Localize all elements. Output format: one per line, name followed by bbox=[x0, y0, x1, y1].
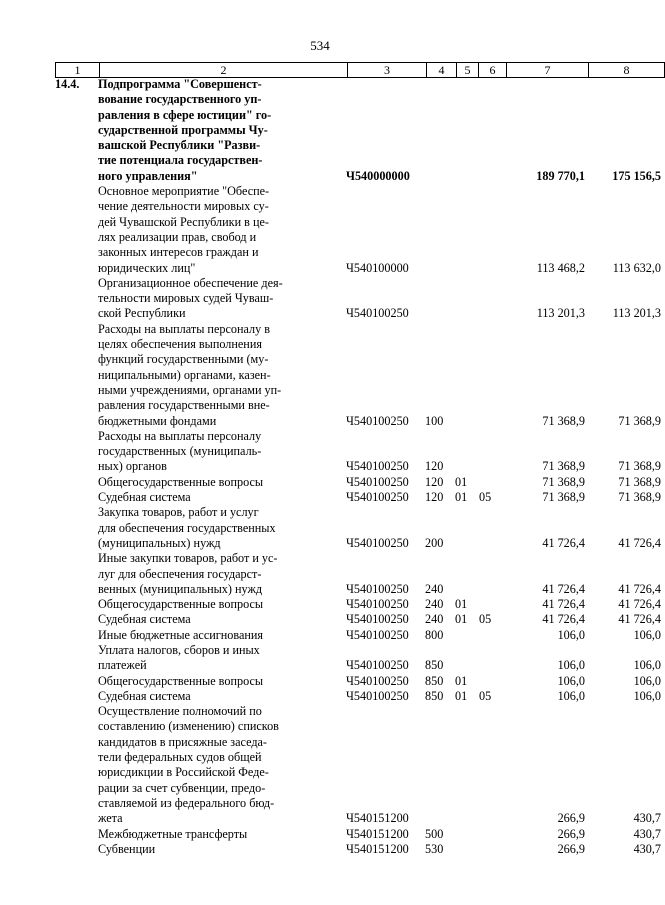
row-number bbox=[55, 276, 98, 322]
row-section: 01 bbox=[455, 490, 468, 505]
row-expense-type: 120 bbox=[425, 459, 444, 474]
row-section: 01 bbox=[455, 673, 468, 688]
row-code: Ч540151200 bbox=[346, 826, 409, 841]
row-number bbox=[55, 628, 98, 643]
row-code: Ч540100250 bbox=[346, 673, 409, 688]
row-name: Общегосударственные вопросы bbox=[98, 474, 264, 489]
row-name: Организационное обеспечение дея- тельности мировых судей Чуваш- ской Республики bbox=[98, 275, 283, 321]
row-section: 01 bbox=[455, 688, 468, 703]
row-subsection: 05 bbox=[479, 612, 492, 627]
row-name: Межбюджетные трансферты bbox=[98, 826, 248, 841]
table-row bbox=[55, 505, 665, 551]
row-number bbox=[55, 322, 98, 429]
row-code: Ч540000000 bbox=[346, 168, 410, 183]
row-value-2: 71 368,9 bbox=[618, 474, 661, 489]
table-row bbox=[55, 827, 665, 842]
table-row bbox=[55, 475, 665, 490]
table-row bbox=[55, 184, 665, 276]
row-name: Судебная система bbox=[98, 490, 191, 505]
row-code: Ч540100250 bbox=[346, 535, 409, 550]
row-expense-type: 240 bbox=[425, 612, 444, 627]
row-name: Судебная система bbox=[98, 688, 191, 703]
table-header bbox=[55, 62, 665, 78]
header-col-6: 6 bbox=[478, 63, 506, 77]
row-name: Осуществление полномочий по составлению (изменению) списков кандидатов в присяжные заседа- тели федеральных судов общей юрисдикции в Российской Феде- рации за счет субвенции, предо- ставляемой из федерального бюд- жета bbox=[98, 704, 279, 826]
row-name: Иные закупки товаров, работ и ус- луг для обеспечения государст- венных (муниципальных) нужд bbox=[98, 551, 278, 596]
row-name: Общегосударственные вопросы bbox=[98, 597, 264, 612]
row-name: Судебная система bbox=[98, 612, 191, 627]
row-number bbox=[55, 689, 98, 704]
table-row bbox=[55, 643, 665, 674]
row-number bbox=[55, 184, 98, 276]
row-value-1: 71 368,9 bbox=[542, 474, 585, 489]
row-section: 01 bbox=[455, 597, 468, 612]
row-number bbox=[55, 704, 98, 826]
header-col-4: 4 bbox=[426, 63, 456, 77]
table-row bbox=[55, 704, 665, 826]
header-col-5: 5 bbox=[456, 63, 478, 77]
row-name: Общегосударственные вопросы bbox=[98, 673, 264, 688]
row-value-1: 189 770,1 bbox=[536, 168, 585, 183]
row-expense-type: 120 bbox=[425, 474, 444, 489]
row-value-2: 430,7 bbox=[633, 826, 661, 841]
row-expense-type: 800 bbox=[425, 627, 444, 642]
row-value-2: 41 726,4 bbox=[618, 535, 661, 550]
row-code: Ч540100250 bbox=[346, 688, 409, 703]
header-col-3: 3 bbox=[347, 63, 426, 77]
row-code: Ч540151200 bbox=[346, 841, 409, 856]
row-value-2: 113 201,3 bbox=[612, 306, 661, 321]
row-value-1: 71 368,9 bbox=[542, 490, 585, 505]
row-value-2: 71 368,9 bbox=[618, 459, 661, 474]
row-number bbox=[55, 505, 98, 551]
budget-table bbox=[55, 77, 665, 857]
row-number bbox=[55, 612, 98, 627]
row-subsection: 05 bbox=[479, 490, 492, 505]
row-expense-type: 240 bbox=[425, 597, 444, 612]
row-value-1: 106,0 bbox=[557, 688, 585, 703]
row-value-2: 71 368,9 bbox=[618, 413, 661, 428]
row-number: 14.4. bbox=[55, 77, 80, 91]
row-expense-type: 500 bbox=[425, 826, 444, 841]
row-value-1: 106,0 bbox=[557, 658, 585, 673]
row-code: Ч540100250 bbox=[346, 612, 409, 627]
row-number bbox=[55, 429, 98, 475]
row-value-2: 430,7 bbox=[633, 841, 661, 856]
header-col-8: 8 bbox=[588, 63, 664, 77]
row-name: Иные бюджетные ассигнования bbox=[98, 627, 264, 642]
row-code: Ч540100250 bbox=[346, 459, 409, 474]
row-value-2: 106,0 bbox=[633, 688, 661, 703]
row-value-1: 41 726,4 bbox=[542, 535, 585, 550]
row-name: Подпрограмма "Совершенст- вование государственного уп- равления в сфере юстиции" го- сударственной программы Чу- вашской Республики "Разви- тие потенциала государствен- ного управления" bbox=[98, 77, 272, 183]
row-value-2: 430,7 bbox=[633, 811, 661, 826]
row-expense-type: 530 bbox=[425, 841, 444, 856]
row-code: Ч540100250 bbox=[346, 474, 409, 489]
table-row bbox=[55, 322, 665, 429]
row-code: Ч540100250 bbox=[346, 658, 409, 673]
table-row bbox=[55, 490, 665, 505]
row-value-1: 41 726,4 bbox=[542, 581, 585, 596]
row-name: Расходы на выплаты персоналу в целях обеспечения выполнения функций государственными (му- ниципальными) органами, казен- ными учреждениями, органами уп- равления государственными вне- бюджетными фондами bbox=[98, 321, 282, 428]
row-expense-type: 100 bbox=[425, 413, 444, 428]
row-value-1: 266,9 bbox=[557, 811, 585, 826]
row-value-1: 41 726,4 bbox=[542, 612, 585, 627]
row-code: Ч540100250 bbox=[346, 627, 409, 642]
header-col-1: 1 bbox=[74, 63, 81, 77]
row-code: Ч540100250 bbox=[346, 490, 409, 505]
row-value-2: 71 368,9 bbox=[618, 490, 661, 505]
row-value-1: 266,9 bbox=[557, 826, 585, 841]
row-section: 01 bbox=[455, 612, 468, 627]
row-number bbox=[55, 475, 98, 490]
row-name: Уплата налогов, сборов и иных платежей bbox=[98, 642, 260, 673]
table-row bbox=[55, 276, 665, 322]
row-name: Закупка товаров, работ и услуг для обеспечения государственных (муниципальных) нужд bbox=[98, 505, 276, 550]
row-value-2: 106,0 bbox=[633, 673, 661, 688]
table-row bbox=[55, 429, 665, 475]
table-row bbox=[55, 597, 665, 612]
row-expense-type: 200 bbox=[425, 535, 444, 550]
row-number bbox=[55, 490, 98, 505]
table-row bbox=[55, 842, 665, 857]
table-row bbox=[55, 674, 665, 689]
row-code: Ч540100250 bbox=[346, 306, 409, 321]
row-number bbox=[55, 597, 98, 612]
row-name: Расходы на выплаты персоналу государственных (муниципаль- ных) органов bbox=[98, 428, 262, 474]
row-value-2: 113 632,0 bbox=[612, 260, 661, 275]
row-value-1: 266,9 bbox=[557, 841, 585, 856]
row-value-2: 106,0 bbox=[633, 658, 661, 673]
row-section: 01 bbox=[455, 474, 468, 489]
row-value-1: 106,0 bbox=[557, 673, 585, 688]
table-row bbox=[55, 612, 665, 627]
row-value-2: 41 726,4 bbox=[618, 581, 661, 596]
row-number bbox=[55, 551, 98, 597]
row-value-1: 41 726,4 bbox=[542, 597, 585, 612]
row-value-1: 113 201,3 bbox=[536, 306, 585, 321]
header-col-2: 2 bbox=[99, 63, 347, 77]
row-value-2: 41 726,4 bbox=[618, 612, 661, 627]
row-name: Субвенции bbox=[98, 841, 156, 856]
page-number: 534 bbox=[310, 38, 330, 53]
row-code: Ч540100250 bbox=[346, 413, 409, 428]
table-row bbox=[55, 689, 665, 704]
row-expense-type: 850 bbox=[425, 673, 444, 688]
row-expense-type: 850 bbox=[425, 658, 444, 673]
row-value-1: 71 368,9 bbox=[542, 459, 585, 474]
row-name: Основное мероприятие "Обеспе- чение деятельности мировых су- дей Чувашской Республики в це- лях реализации прав, свобод и законных интересов граждан и юридических лиц" bbox=[98, 184, 270, 275]
row-number bbox=[55, 643, 98, 674]
row-value-2: 41 726,4 bbox=[618, 597, 661, 612]
row-expense-type: 120 bbox=[425, 490, 444, 505]
table-row bbox=[55, 551, 665, 597]
row-value-1: 71 368,9 bbox=[542, 413, 585, 428]
row-code: Ч540151200 bbox=[346, 811, 409, 826]
row-subsection: 05 bbox=[479, 688, 492, 703]
row-number bbox=[55, 674, 98, 689]
row-value-2: 106,0 bbox=[633, 627, 661, 642]
row-number bbox=[55, 827, 98, 842]
row-value-1: 106,0 bbox=[557, 627, 585, 642]
row-number bbox=[55, 842, 98, 857]
table-row bbox=[55, 628, 665, 643]
row-code: Ч540100000 bbox=[346, 260, 409, 275]
row-code: Ч540100250 bbox=[346, 581, 409, 596]
row-value-2: 175 156,5 bbox=[612, 168, 661, 183]
row-code: Ч540100250 bbox=[346, 597, 409, 612]
row-expense-type: 850 bbox=[425, 688, 444, 703]
row-expense-type: 240 bbox=[425, 581, 444, 596]
header-col-7: 7 bbox=[506, 63, 588, 77]
row-value-1: 113 468,2 bbox=[536, 260, 585, 275]
table-row bbox=[55, 77, 665, 184]
